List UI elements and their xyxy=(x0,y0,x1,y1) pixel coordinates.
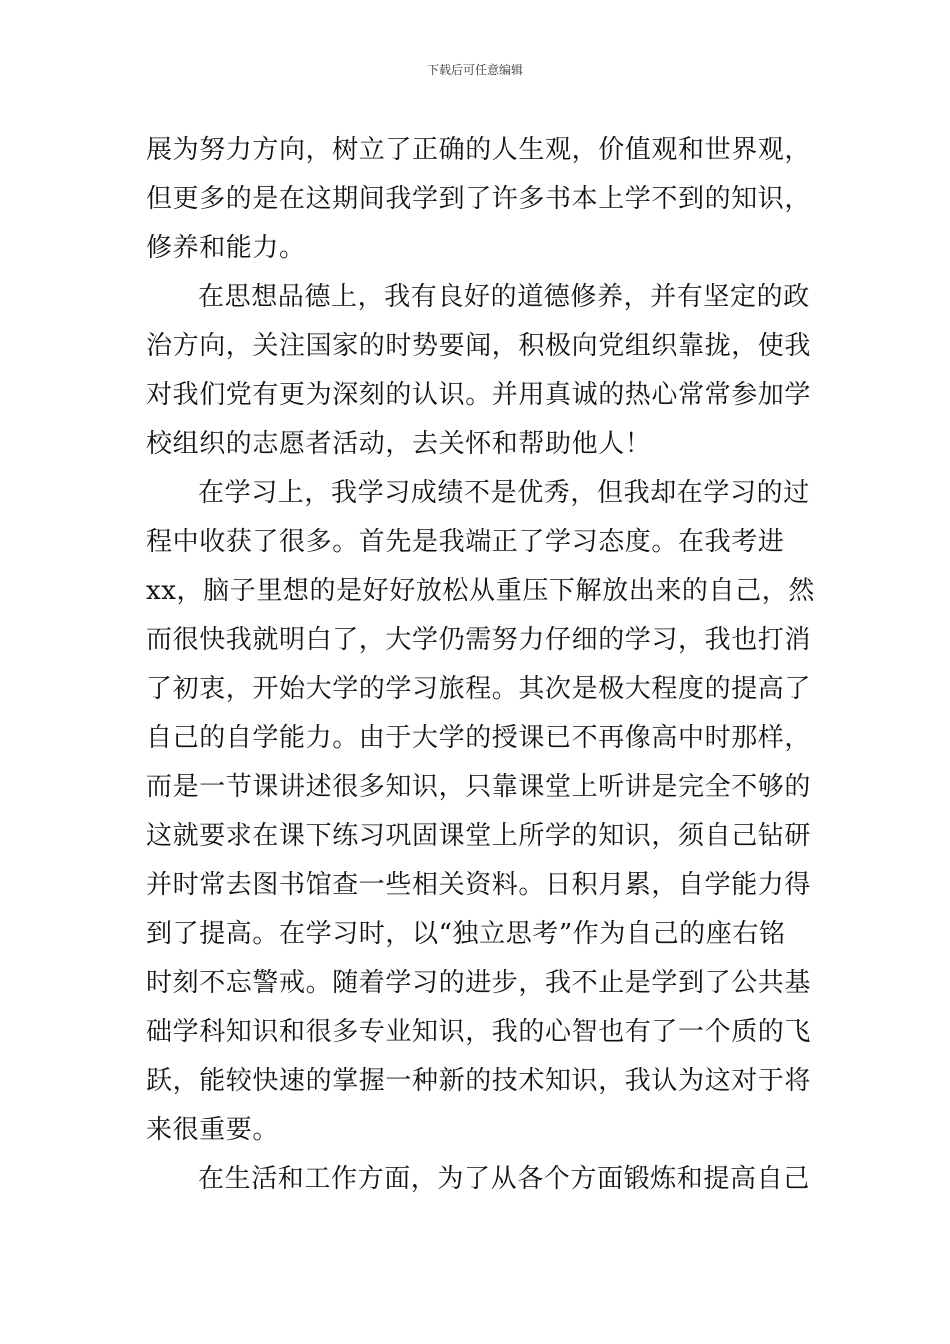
paragraph xyxy=(146,126,816,273)
text-line: 展为努力方向，树立了正确的人生观，价值观和世界观， xyxy=(146,135,812,165)
document-body xyxy=(146,126,816,1204)
text-line: 在思想品德上，我有良好的道德修养，并有坚定的政 xyxy=(198,282,810,312)
text-line: 到了提高。在学习时，以“独立思考”作为自己的座右铭 xyxy=(146,919,786,949)
text-line: 这就要求在课下练习巩固课堂上所学的知识，须自己钻研 xyxy=(146,821,812,851)
paragraph xyxy=(146,469,816,1155)
text-line: 自己的自学能力。由于大学的授课已不再像高中时那样， xyxy=(146,723,812,753)
text-line: 跃，能较快速的掌握一种新的技术知识，我认为这对于将 xyxy=(146,1066,812,1096)
text-line: 在学习上，我学习成绩不是优秀，但我却在学习的过 xyxy=(198,478,810,508)
text-line: 了初衷，开始大学的学习旅程。其次是极大程度的提高了 xyxy=(146,674,812,704)
text-line: 而很快我就明白了，大学仍需努力仔细的学习，我也打消 xyxy=(146,625,812,655)
text-line: 程中收获了很多。首先是我端正了学习态度。在我考进 xyxy=(146,527,785,557)
paragraph xyxy=(146,1155,816,1204)
text-line: 但更多的是在这期间我学到了许多书本上学不到的知识， xyxy=(146,184,812,214)
text-line: 来很重要。 xyxy=(146,1115,280,1145)
text-line: 并时常去图书馆查一些相关资料。日积月累，自学能力得 xyxy=(146,870,812,900)
text-line: 修养和能力。 xyxy=(146,233,306,263)
text-line: 时刻不忘警戒。随着学习的进步，我不止是学到了公共基 xyxy=(146,968,812,998)
page-header: 下载后可任意编辑 xyxy=(426,63,523,77)
text-line: 对我们党有更为深刻的认识。并用真诚的热心常常参加学 xyxy=(146,380,812,410)
text-line: xx，脑子里想的是好好放松从重压下解放出来的自己，然 xyxy=(146,576,815,606)
text-line: 治方向，关注国家的时势要闻，积极向党组织靠拢，使我 xyxy=(146,331,812,361)
text-line: 在生活和工作方面，为了从各个方面锻炼和提高自己 xyxy=(198,1164,810,1194)
paragraph xyxy=(146,273,816,469)
text-line: 校组织的志愿者活动，去关怀和帮助他人！ xyxy=(146,429,652,459)
text-line: 而是一节课讲述很多知识，只靠课堂上听讲是完全不够的 xyxy=(146,772,812,802)
text-line: 础学科知识和很多专业知识，我的心智也有了一个质的飞 xyxy=(146,1017,812,1047)
